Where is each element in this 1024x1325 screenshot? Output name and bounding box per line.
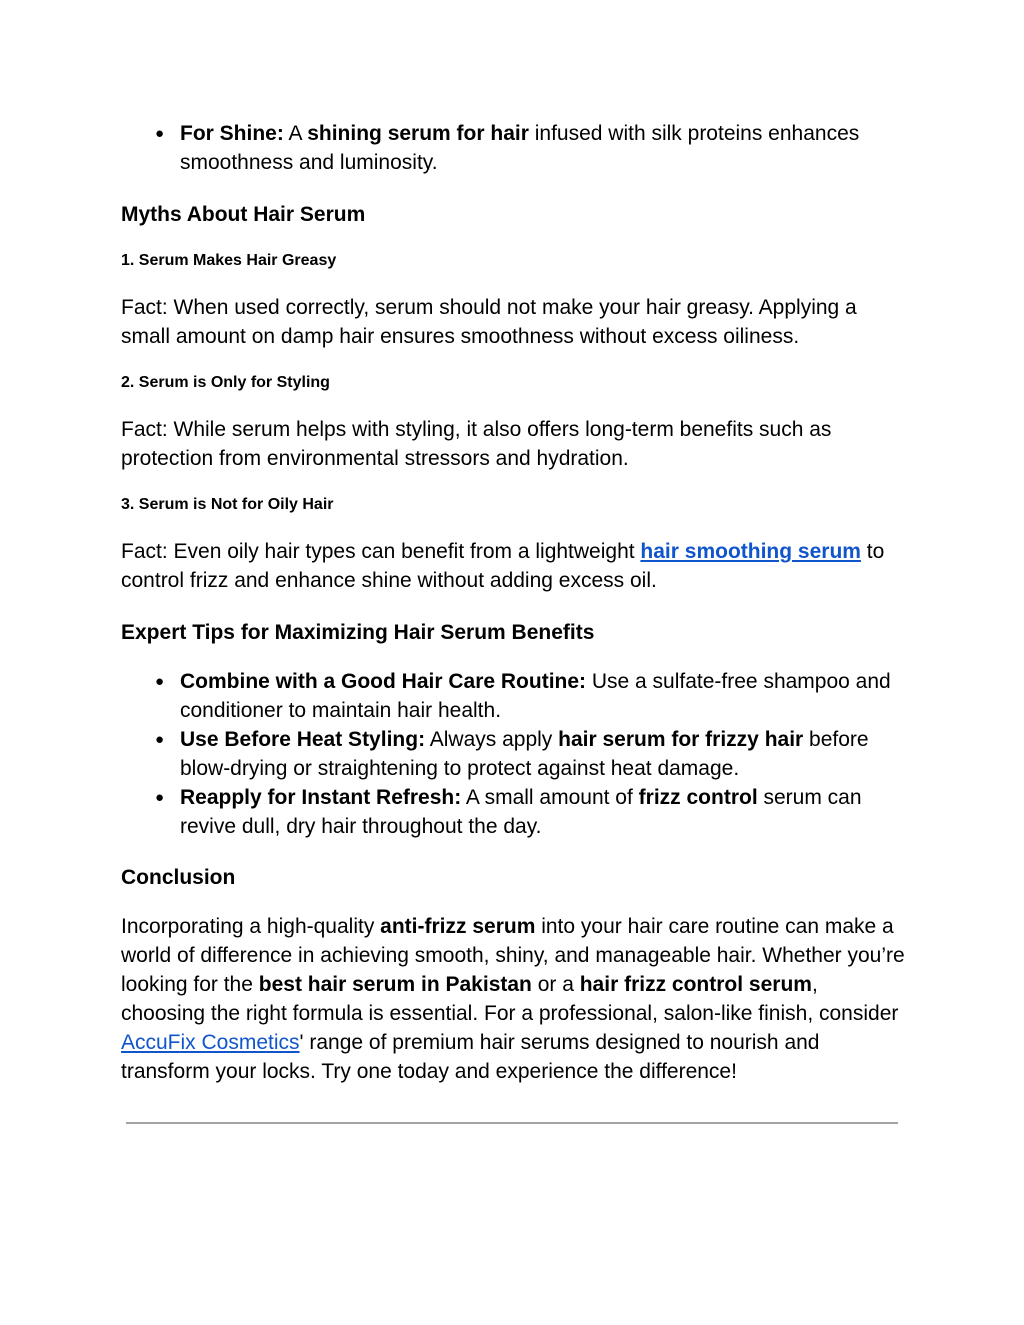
hair-frizz-control-bold: hair frizz control serum [579, 973, 812, 996]
horizontal-divider [126, 1122, 898, 1124]
myth-3-fact-pre: Fact: Even oily hair types can benefit from a lightweight [121, 540, 641, 563]
myth-2-title: 2. Serum is Only for Styling [121, 374, 330, 391]
shine-bold: shining serum for hair [307, 122, 529, 145]
conclusion-text-2: into your hair care routine can make a world of difference in achieving smooth, shiny, and manageable hair. Whether you’re looking for the [121, 915, 905, 996]
conclusion-paragraph [121, 912, 906, 1086]
tip-2-post: before blow-drying or straightening to protect against heat damage. [180, 728, 869, 780]
tip-2-lead: Use Before Heat Styling: [180, 728, 426, 751]
myth-3-fact [121, 537, 906, 595]
tip-3-post: serum can revive dull, dry hair throughout the day. [180, 786, 862, 838]
shine-lead: For Shine: [180, 122, 284, 145]
bullet-icon: ● [155, 125, 165, 142]
myth-1-title: 1. Serum Makes Hair Greasy [121, 252, 337, 269]
best-hair-serum-bold: best hair serum in Pakistan [258, 973, 532, 996]
tip-1-text [180, 667, 915, 725]
bullet-icon: ● [155, 789, 165, 806]
shine-list-item [155, 119, 915, 177]
hair-smoothing-serum-link[interactable]: hair smoothing serum [640, 540, 861, 563]
conclusion-text-5: ' range of premium hair serums designed to nourish and transform your locks. Try one today and experience the difference! [121, 1031, 820, 1083]
accufix-cosmetics-link[interactable]: AccuFix Cosmetics [121, 1031, 300, 1054]
conclusion-heading: Conclusion [121, 866, 236, 889]
tip-3-bold: frizz control [638, 786, 758, 809]
tip-2-list-item [155, 725, 915, 783]
bullet-icon: ● [155, 673, 165, 690]
tip-3-lead: Reapply for Instant Refresh: [180, 786, 462, 809]
tip-1-list-item [155, 667, 915, 725]
conclusion-text-1: Incorporating a high-quality [121, 915, 381, 938]
anti-frizz-serum-bold: anti-frizz serum [380, 915, 536, 938]
tip-3-text [180, 783, 915, 841]
conclusion-text-3: or a [531, 973, 580, 996]
tip-1-lead: Combine with a Good Hair Care Routine: [180, 670, 587, 693]
myth-2-fact: Fact: While serum helps with styling, it also offers long-term benefits such as protection from environmental stressors and hydration. [121, 418, 832, 470]
shine-post: infused with silk proteins enhances smoothness and luminosity. [180, 122, 860, 174]
tip-3-pre: A small amount of [461, 786, 639, 809]
tips-heading: Expert Tips for Maximizing Hair Serum Benefits [121, 621, 595, 644]
conclusion-text-4: , choosing the right formula is essential. For a professional, salon-like finish, consider [121, 973, 899, 1025]
shine-pre: A [283, 122, 308, 145]
shine-item-text [180, 119, 915, 177]
tip-2-bold: hair serum for frizzy hair [558, 728, 804, 751]
bullet-icon: ● [155, 731, 165, 748]
tip-2-pre: Always apply [425, 728, 559, 751]
tip-2-text [180, 725, 915, 783]
myth-1-fact: Fact: When used correctly, serum should not make your hair greasy. Applying a small amount on damp hair ensures smoothness without excess oiliness. [121, 296, 857, 348]
myths-heading: Myths About Hair Serum [121, 203, 366, 226]
myth-3-fact-post: to control frizz and enhance shine without adding excess oil. [121, 540, 885, 592]
myth-3-title: 3. Serum is Not for Oily Hair [121, 496, 334, 513]
tip-3-list-item [155, 783, 915, 841]
tip-1-body: Use a sulfate-free shampoo and conditioner to maintain hair health. [180, 670, 891, 722]
